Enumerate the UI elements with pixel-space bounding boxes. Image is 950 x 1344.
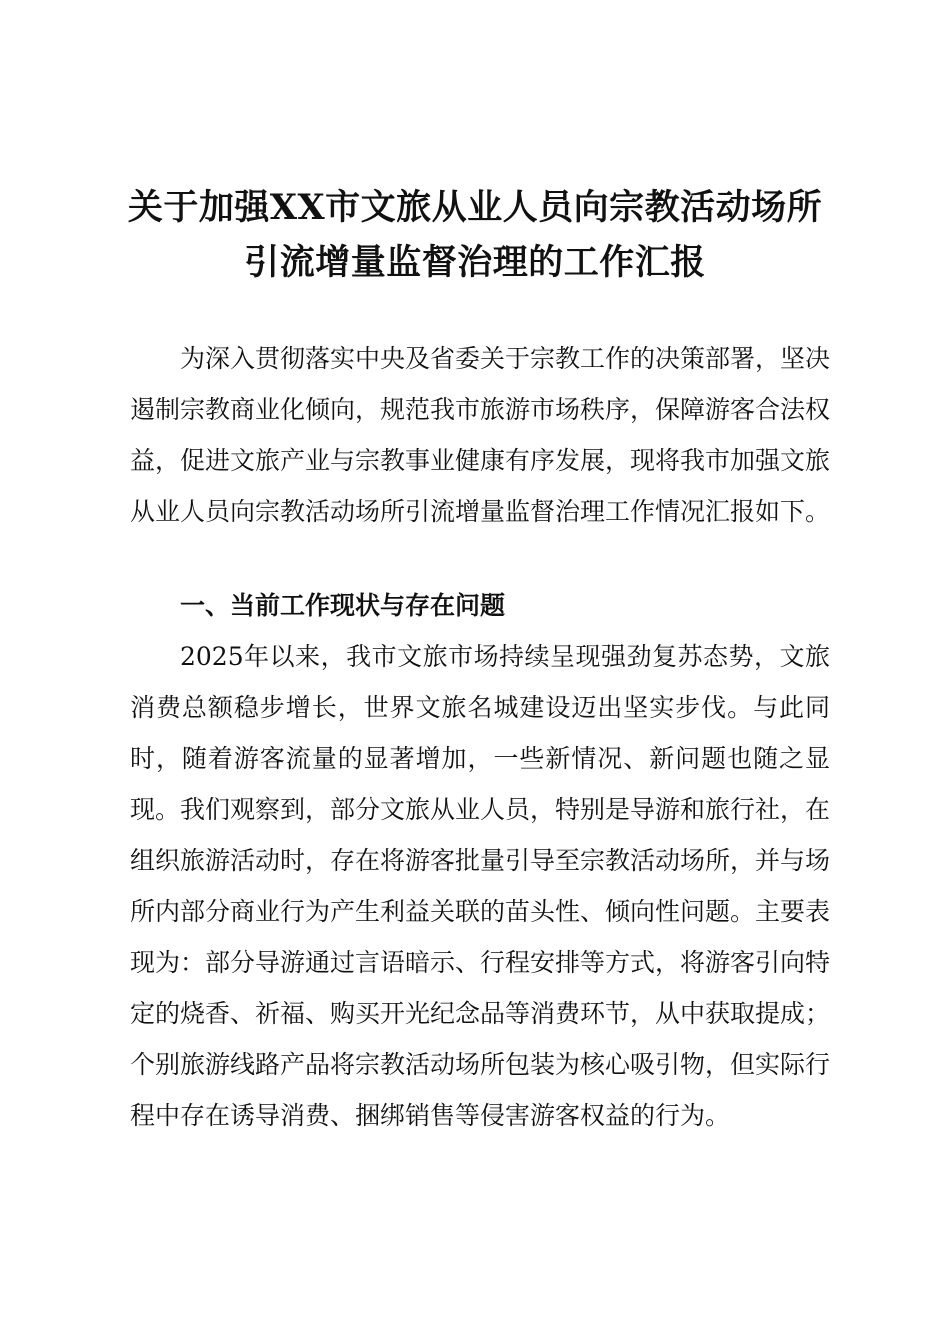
- title-line-2: 引流增量监督治理的工作汇报: [244, 242, 706, 283]
- intro-paragraph: 为深入贯彻落实中央及省委关于宗教工作的决策部署，坚决遏制宗教商业化倾向，规范我市旅游市场秩序，保障游客合法权益，促进文旅产业与宗教事业健康有序发展，现将我市加强文旅从业人员向宗教活动场所引流增量监督治理工作情况汇报如下。: [130, 344, 831, 526]
- title-line-1: 关于加强XX市文旅从业人员向宗教活动场所: [127, 187, 823, 228]
- section-heading: 一、当前工作现状与存在问题: [180, 591, 506, 620]
- document-title: [110, 180, 840, 290]
- section-paragraph: 2025年以来，我市文旅市场持续呈现强劲复苏态势，文旅消费总额稳步增长，世界文旅名城建设迈出坚实步伐。与此同时，随着游客流量的显著增加，一些新情况、新问题也随之显现。我们观察到，部分文旅从业人员，特别是导游和旅行社，在组织旅游活动时，存在将游客批量引导至宗教活动场所，并与场所内部分商业行为产生利益关联的苗头性、倾向性问题。主要表现为：部分导游通过言语暗示、行程安排等方式，将游客引向特定的烧香、祈福、购买开光纪念品等消费环节，从中获取提成；个别旅游线路产品将宗教活动场所包装为核心吸引物，但实际行程中存在诱导消费、捆绑销售等侵害游客权益的行为。: [130, 642, 831, 1130]
